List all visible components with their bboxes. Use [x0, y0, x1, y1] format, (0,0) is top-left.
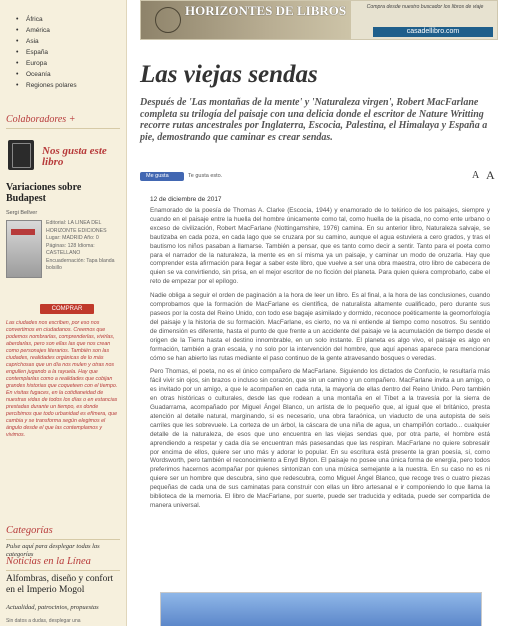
region-item-espana[interactable]: • España [16, 47, 126, 58]
region-item-africa[interactable]: • África [16, 14, 126, 25]
book-author: Sergi Bellver [6, 210, 38, 216]
colaboradores-heading[interactable]: Colaboradores + [6, 114, 76, 125]
casadellibro-logo[interactable]: casadellibro.com [373, 27, 493, 37]
book-cover[interactable] [6, 220, 42, 278]
region-item-america[interactable]: • América [16, 25, 126, 36]
region-item-oceania[interactable]: • Oceanía [16, 69, 126, 80]
banner-tagline: Compra desde nuestro buscador los libros de viaje [366, 4, 484, 10]
categorias-heading: Categorías [6, 525, 53, 536]
book-title[interactable]: Variaciones sobre Budapest [6, 182, 82, 204]
categorias-toggle[interactable]: Pulse aquí para desplegar todas las categorías [6, 543, 100, 558]
divider [6, 539, 120, 540]
page-title: Las viejas sendas [140, 61, 318, 88]
banner[interactable] [140, 0, 498, 40]
font-increase-button[interactable]: A [486, 168, 495, 182]
article-date: 12 de diciembre de 2017 [150, 196, 222, 203]
region-item-asia[interactable]: • Asia [16, 36, 126, 47]
noticias-heading: Noticias en la Línea [6, 556, 91, 567]
banner-image [141, 1, 351, 39]
region-list [0, 14, 126, 91]
article-lead: Después de 'Las montañas de la mente' y 'Naturaleza virgen', Robert MacFarlane completa su trilogía del paisaje con una delicia donde el escritor de Nature Writting recorre rutas ancestrales por Inglaterra, Escocia, Palestina, el Himalaya y España a pie, demostrando que caminar es crear sendas. [140, 97, 488, 143]
article-paragraph: Enamorado de la poesía de Thomas A. Clarke (Escocia, 1944) y enamorado de lo telúrico de los paisajes, siempre y cuando en el paisaje entre la huella del hombre únicamente como tal, como huella de la pisada, no como ente urbano o exceso de civilización, Robert MacFarlane (Nottingamshire, 1976) camina. En su anterior libro, Naturaleza salvaje, se bautizaba en cada poza, en cada lago que se cruzara por su camino, aunque el agua estuviera a cero grados, y tras el bautismo los niños pasaban a llamarse. También a pensar, que es tanto como decir a sentir. Tanto para el poeta como para el narrador de la naturaleza, la mente es en sí misma ya un paisaje, y caminar un modo de oruzarla. Hay que comprender esta afirmación para llegar a saber este libro, que vuelve a ser una obra maestra, otro libro de cabecera de quien se va convirtiendo, sin prisa, en el mejor escritor de no ficción del planeta. Para quien quiera comprobarlo, cabe el reto de empezar por el epílogo. [150, 207, 490, 286]
divider [6, 570, 120, 571]
divider [6, 128, 120, 129]
article-tools [140, 170, 496, 184]
like-button[interactable]: Me gusta [140, 172, 184, 181]
compass-icon [155, 7, 181, 33]
nos-gusta-heading: Nos gusta este libro [42, 145, 107, 168]
main-content [132, 0, 502, 626]
book-quote: Las ciudades nos escriben, por eso nos convertimos en ciudadanos. Creemos que podemos nombrarlas, comprenderlas, vivirlas, aberdarlas, pero son ellas las que nos crean como personajes literarios. También son las ciudades, realidades orgánicas de lo más caprichosas que un día nos mulen y otras nos engullen jugando a la rayuela. Hay que contemplarlas como a realidades que cobijan grandes historias que coqueteen con el tiempo. En visitas fugaces, en la cotidianeidad de nuestras vidas de todos los días o en estancias prestadas durante un tiempo, es donde percibimos que todo urbanidad es efímera, que cambia y se transforma según elegimos el ángulo desde el que las contemplamos y vivimos. [6, 320, 118, 438]
book-icon [8, 140, 34, 170]
article-body [150, 207, 490, 516]
like-text: Te gusta esto. [188, 173, 223, 179]
article-image [160, 592, 482, 626]
news-subtitle: Actualidad, patrocinios, propuestas [6, 604, 99, 611]
book-meta: Editorial: LA LINEA DEL HORIZONTE EDICIONES Lugar: MADRID Año: 0 Páginas: 128 Idioma: CASTELLANO Encuadernación: Tapa blanda bolsillo [46, 220, 115, 271]
region-item-polares[interactable]: • Regiones polares [16, 80, 126, 91]
sidebar [0, 0, 127, 626]
news-title[interactable]: Alfombras, diseño y confort en el Imperio Mogol [6, 574, 114, 595]
font-decrease-button[interactable]: A [472, 170, 480, 181]
article-paragraph: Nadie obliga a seguir el orden de paginación a la hora de leer un libro. Es al final, a la hora de las conclusiones, cuando comprobamos que la formación de MacFarlane es científica, de naturalista altamente cualificado, pero durante sus paseos por la costa del Reino Unido, con todo ese bagaje asimilado y dormido, reconoce poéticamente la geomorfología del paisaje y la historia de su formación. MacFarlane, es cierto, no va ni entiende al tiempo como nosotros. Su sentido de dimensión es diferente, hasta el punto de que frente a un accidente del paisaje ve la acumulación de tiempo desde el origen de la Tierra hasta el destino innombrable, en un solo instante. El planeta es algo vivo, el paisaje es algo en formación, también a gran escala, y no solo por la intervención del hombre, que aquí apenas aparece para mencionar cómo se han abierto las rutas mediante el paso continuo de la gente atravesando bosques o veredas. [150, 292, 490, 362]
article-paragraph: Pero Thomas, el poeta, no es el único compañero de MacFarlane. Siguiendo los dictados de Confucio, le resultaría más fácil vivir sin ojos, sin brazos o incluso sin corazón, que sin un camino y un compañero. MacFarlane invita a un amigo, o es invitado por un amigo, a que le acompañen en cada ruta, la mayoría de ellas dentro del Reino Unido. Pero también en otras históricas o culturales, desde las que rodean a una montaña en el Tíbet a la travesía por la sierra de Guadarrama, acompañado por Miguel Ángel Blanco, un artista de lo pequeño que, al igual que el británico, presta atención al detalle natural, marginando, si es necesario, una obra faraónica, un viaducto de una autopista de seis carriles que les sobrevuele. La corteza de un árbol, la cáscara de una niña de agua, un champiñón cortado... cualquier detalle de la naturaleza, de esos que uno encuentra en las viejas sendas que, por otra parte, el hombre está aprendiendo a respetar y cada día se encuentran más pasesandas que las respiran. MacFarlane no quiere sobresalir por encima de ellos, quiere ser uno más y adorar lo popular. En su escritura está presente la gran poesía, sí, como Wordsworth, pero también el reconocimiento a Enyd Blyton. El paisaje no posee una única forma de energía, pero todos preferimos hacernos acompañar por quienes sintonizan con una música semejante a la nuestra. En su caso no es ni quiere ser un hombre que descubra, sino que redescubra, como Miguel Ángel Blanco, que recoge tres o cuatro piezas pequeñas de cada una de sus caminatas para construir con ellas un libro artesanal e ir componiendo lo que llama la biblioteca de la memoria. El libro de MacFarlane, por suerte, puede ser traducida y editada, puede ser compartida de manera universal. [150, 368, 490, 509]
news-footer: Sin datos a dudas, desplegar una [6, 618, 81, 624]
buy-button[interactable]: COMPRAR [40, 304, 94, 314]
banner-title: HORIZONTES DE LIBROS [185, 3, 347, 18]
region-item-europa[interactable]: • Europa [16, 58, 126, 69]
